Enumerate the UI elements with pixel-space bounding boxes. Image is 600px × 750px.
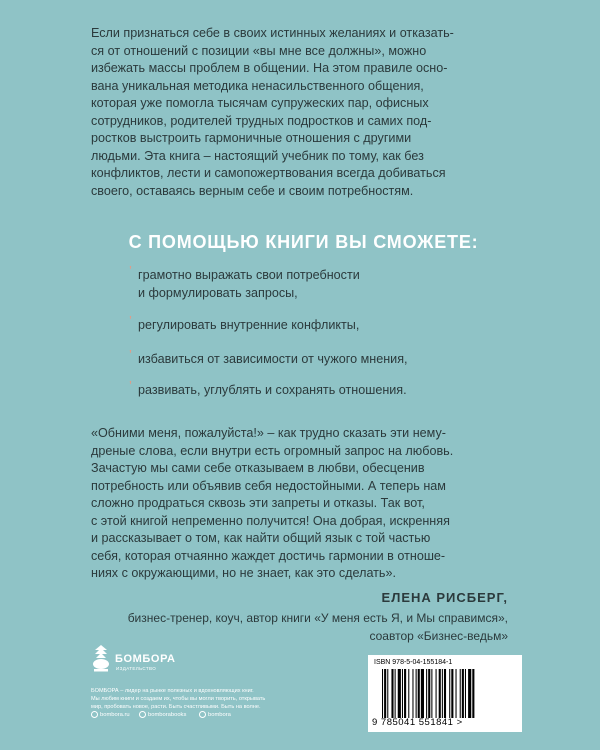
benefit-line: избавиться от зависимости от чужого мнения,	[138, 352, 408, 366]
benefit-line: и формулировать запросы,	[138, 285, 298, 300]
barcode-digits: 9 785041 551841 >	[372, 717, 463, 728]
benefits-heading: С ПОМОЩЬЮ КНИГИ ВЫ СМОЖЕТЕ:	[128, 232, 479, 252]
benefit-line: развивать, углублять и сохранять отношения.	[138, 383, 407, 397]
bombora-logo-icon	[91, 644, 111, 674]
review-line: дреные слова, если внутри есть огромный запрос на любовь.	[91, 443, 454, 458]
bullet-icon: ’	[129, 263, 132, 278]
social-link-site[interactable]: bombora.ru	[91, 711, 130, 720]
benefit-line: грамотно выражать свои потребности	[138, 268, 360, 282]
review-author-role	[128, 610, 508, 645]
review-author: ЕЛЕНА РИСБЕРГ,	[381, 590, 508, 605]
intro-line: ся от отношений с позиции «вы мне все должны», можно	[91, 43, 427, 58]
vk-icon	[139, 711, 146, 718]
isbn-number: ISBN 978-5-04-155184-1	[374, 659, 453, 666]
bullet-icon: ’	[129, 347, 132, 362]
benefit-item	[129, 313, 360, 335]
bullet-icon: ’	[129, 313, 132, 328]
review-quote	[91, 425, 516, 583]
intro-paragraph	[91, 25, 516, 200]
publisher-subtitle: ИЗДАТЕЛЬСТВО	[116, 666, 157, 671]
author-role-line: бизнес-тренер, коуч, автор книги «У меня есть Я, и Мы справимся»,	[127, 611, 508, 625]
review-line: потребность или объявив себя недостойными. А теперь нам	[91, 478, 446, 493]
author-role-line: соавтор «Бизнес-ведьм»	[369, 628, 508, 643]
intro-line: которая уже помогла тысячам супружеских пар, офисных	[91, 96, 429, 110]
intro-line: конфликтов, лести и самопожертвования всегда добиваться	[91, 166, 446, 180]
benefit-item	[129, 263, 360, 302]
benefit-item	[129, 347, 408, 369]
intro-line: избежать массы проблем в общении. На этом правиле осно-	[91, 61, 448, 75]
publisher-description-line: мир, пробовать новое, расти. Быть счастливыми. Быть на волне.	[91, 704, 261, 710]
instagram-icon	[199, 711, 206, 718]
review-line: «Обними меня, пожалуйста!» – как трудно сказать эти нему-	[91, 426, 446, 440]
publisher-name: БОМБОРА	[115, 653, 176, 665]
intro-line: сотрудников, родителей трудных подростков и самих под-	[91, 113, 432, 128]
benefit-line: регулировать внутренние конфликты,	[138, 318, 360, 332]
intro-line: ростков выстроить гармоничные отношения с другими	[91, 131, 412, 145]
intro-line: вана уникальная методика ненасильственного общения,	[91, 78, 424, 93]
review-line: сложно продраться сквозь эти запреты и отказы. Так вот,	[91, 496, 425, 510]
intro-line: своего, оставаясь верным себе и своим потребностям.	[91, 183, 414, 198]
review-line: и рассказывает о том, как найти общий язык с той частью	[91, 531, 431, 545]
intro-line: Если признаться себе в своих истинных желаниях и отказать-	[91, 26, 454, 40]
review-line: с этой книгой непременно получится! Она добрая, искренняя	[91, 513, 450, 528]
barcode-bars	[382, 669, 508, 718]
barcode	[368, 655, 522, 732]
publisher-description	[91, 687, 265, 711]
intro-line: людьми. Эта книга – настоящий учебник по тому, как без	[91, 148, 424, 163]
review-line: ниях с окружающими, но не знает, как это сделать».	[91, 566, 396, 580]
publisher-description-line: Мы любим книги и создаем их, чтобы вы могли творить, открывать	[91, 696, 266, 702]
bullet-icon: ’	[129, 378, 132, 393]
benefit-item	[129, 378, 407, 400]
globe-icon	[91, 711, 98, 718]
review-line: Зачастую мы сами себе отказываем в любви, обесценив	[91, 461, 425, 475]
review-line: себя, которая отчаянно жаждет достичь гармонии в отноше-	[91, 548, 446, 563]
publisher-description-line: БОМБОРА – лидер на рынке полезных и вдохновляющих книг.	[91, 688, 254, 694]
social-link-instagram[interactable]: bombora	[199, 711, 231, 720]
social-link-vk[interactable]: bomborabooks	[139, 711, 186, 720]
